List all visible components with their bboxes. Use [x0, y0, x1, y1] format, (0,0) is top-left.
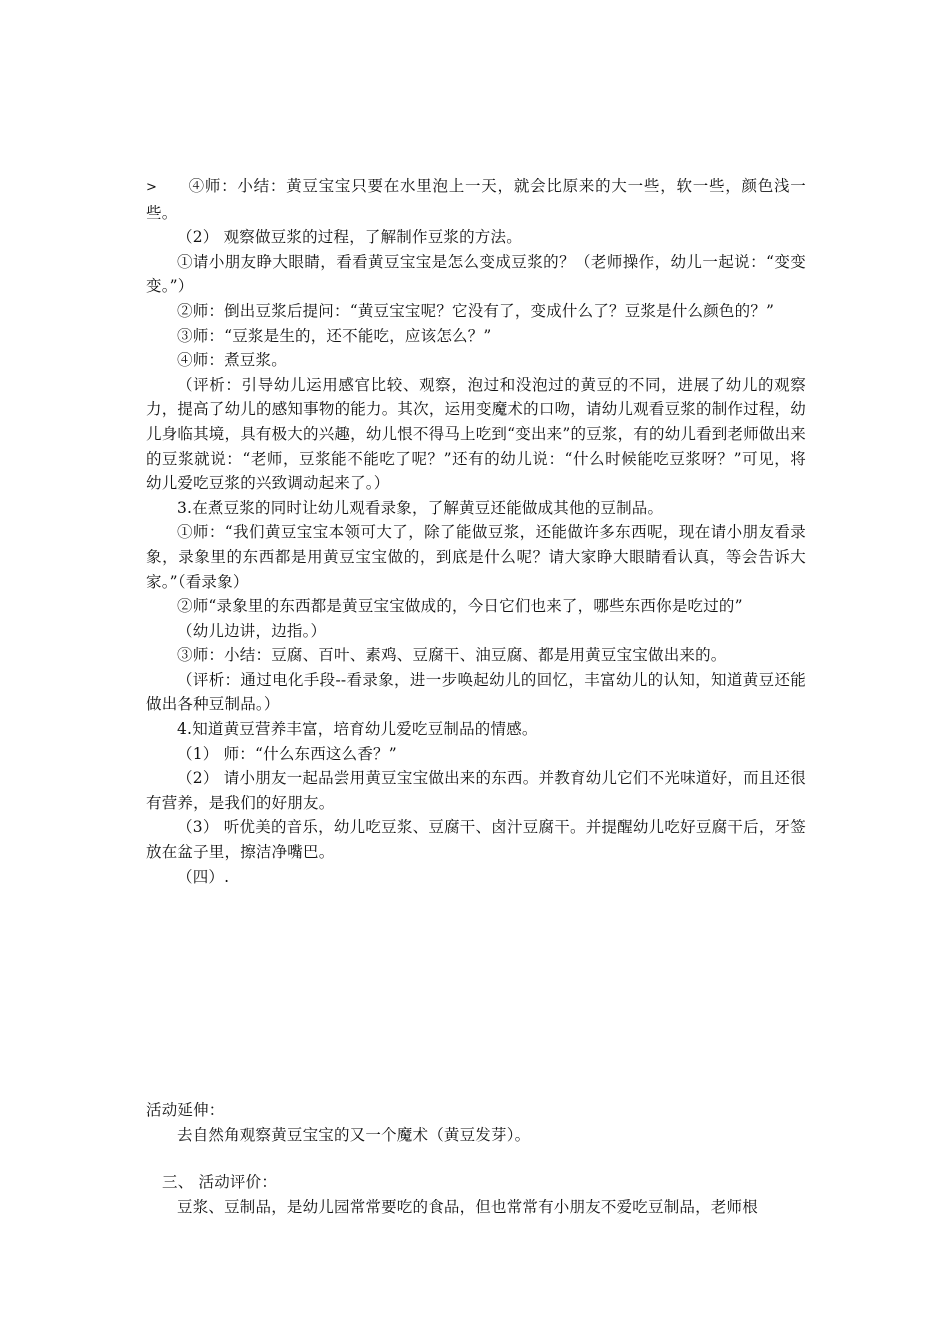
paragraph-step-1: ①请小朋友睁大眼睛，看看黄豆宝宝是怎么变成豆浆的？（老师操作，幼儿一起说：“变变变。”）: [146, 252, 806, 296]
paragraph-analysis-1: （评析：引导幼儿运用感官比较、观察，泡过和没泡过的黄豆的不同，进展了幼儿的观察力，提高了幼儿的感知事物的能力。其次，运用变魔术的口吻，请幼儿观看豆浆的制作过程，幼儿身临其境，具有极大的兴趣，幼儿恨不得马上吃到“变出来”的豆浆，有的幼儿看到老师做出来的豆浆就说：“老师，豆浆能不能吃了呢？”还有的幼儿说：“什么时候能吃豆浆呀？”可见，将幼儿爱吃豆浆的兴致调动起来了。）: [146, 375, 806, 493]
main-body: [146, 174, 806, 889]
paragraph-sub-2: （2） 请小朋友一起品尝用黄豆宝宝做出来的东西。并教育幼儿它们不光味道好，而且还很有营养，是我们的好朋友。: [146, 769, 806, 812]
paragraph-summary: [146, 174, 806, 225]
paragraph-sub-1: （1） 师：“什么东西这么香？”: [177, 744, 397, 763]
paragraph-step-2: ②师：倒出豆浆后提问：“黄豆宝宝呢？它没有了，变成什么了？豆浆是什么颜色的？”: [177, 301, 775, 320]
paragraph-analysis-2: （评析：通过电化手段--看录象，进一步唤起幼儿的回忆，丰富幼儿的认知，知道黄豆还能做出各种豆制品。）: [146, 670, 806, 714]
paragraph-video-summary: ③师：小结：豆腐、百叶、素鸡、豆腐干、油豆腐、都是用黄豆宝宝做出来的。: [177, 646, 727, 665]
paragraph-video-2: ②师“录象里的东西都是黄豆宝宝做成的，今日它们也来了，哪些东西你是吃过的”: [177, 597, 743, 616]
extension-heading: 活动延伸：: [146, 1101, 225, 1119]
paragraph-observe-heading: （2） 观察做豆浆的过程，了解制作豆浆的方法。: [177, 228, 522, 247]
paragraph-video-3: （幼儿边讲，边指。）: [177, 621, 327, 640]
quote-marker: >: [146, 180, 158, 195]
paragraph-step-4: ④师：煮豆浆。: [177, 351, 287, 370]
summary-text: ④师：小结：黄豆宝宝只要在水里泡上一天，就会比原来的大一些，软一些，颜色浅一些。: [146, 177, 806, 222]
paragraph-sub-3: （3） 听优美的音乐，幼儿吃豆浆、豆腐干、卤汁豆腐干。并提醒幼儿吃好豆腐干后，牙签放在盆子里，擦洁净嘴巴。: [146, 818, 806, 862]
paragraph-section-4-end: （四）.: [177, 867, 230, 886]
paragraph-section-4: 4.知道黄豆营养丰富，培育幼儿爱吃豆制品的情感。: [177, 720, 538, 739]
paragraph-section-3: 3.在煮豆浆的同时让幼儿观看录象，了解黄豆还能做成其他的豆制品。: [177, 498, 664, 517]
evaluation-heading: 三、 活动评价：: [162, 1173, 278, 1191]
extension-section: [146, 1098, 806, 1147]
paragraph-video-1: ①师：“我们黄豆宝宝本领可大了，除了能做豆浆，还能做许多东西呢，现在请小朋友看录象，录象里的东西都是用黄豆宝宝做的，到底是什么呢？请大家睁大眼睛看认真，等会告诉大家。”（看录象）: [146, 523, 806, 591]
evaluation-text: 豆浆、豆制品，是幼儿园常常要吃的食品，但也常常有小朋友不爱吃豆制品，老师根: [177, 1197, 758, 1216]
paragraph-step-3: ③师：“豆浆是生的，还不能吃，应该怎么？”: [177, 326, 492, 345]
extension-text: 去自然角观察黄豆宝宝的又一个魔术（黄豆发芽）。: [177, 1125, 531, 1144]
evaluation-section: [146, 1170, 806, 1219]
